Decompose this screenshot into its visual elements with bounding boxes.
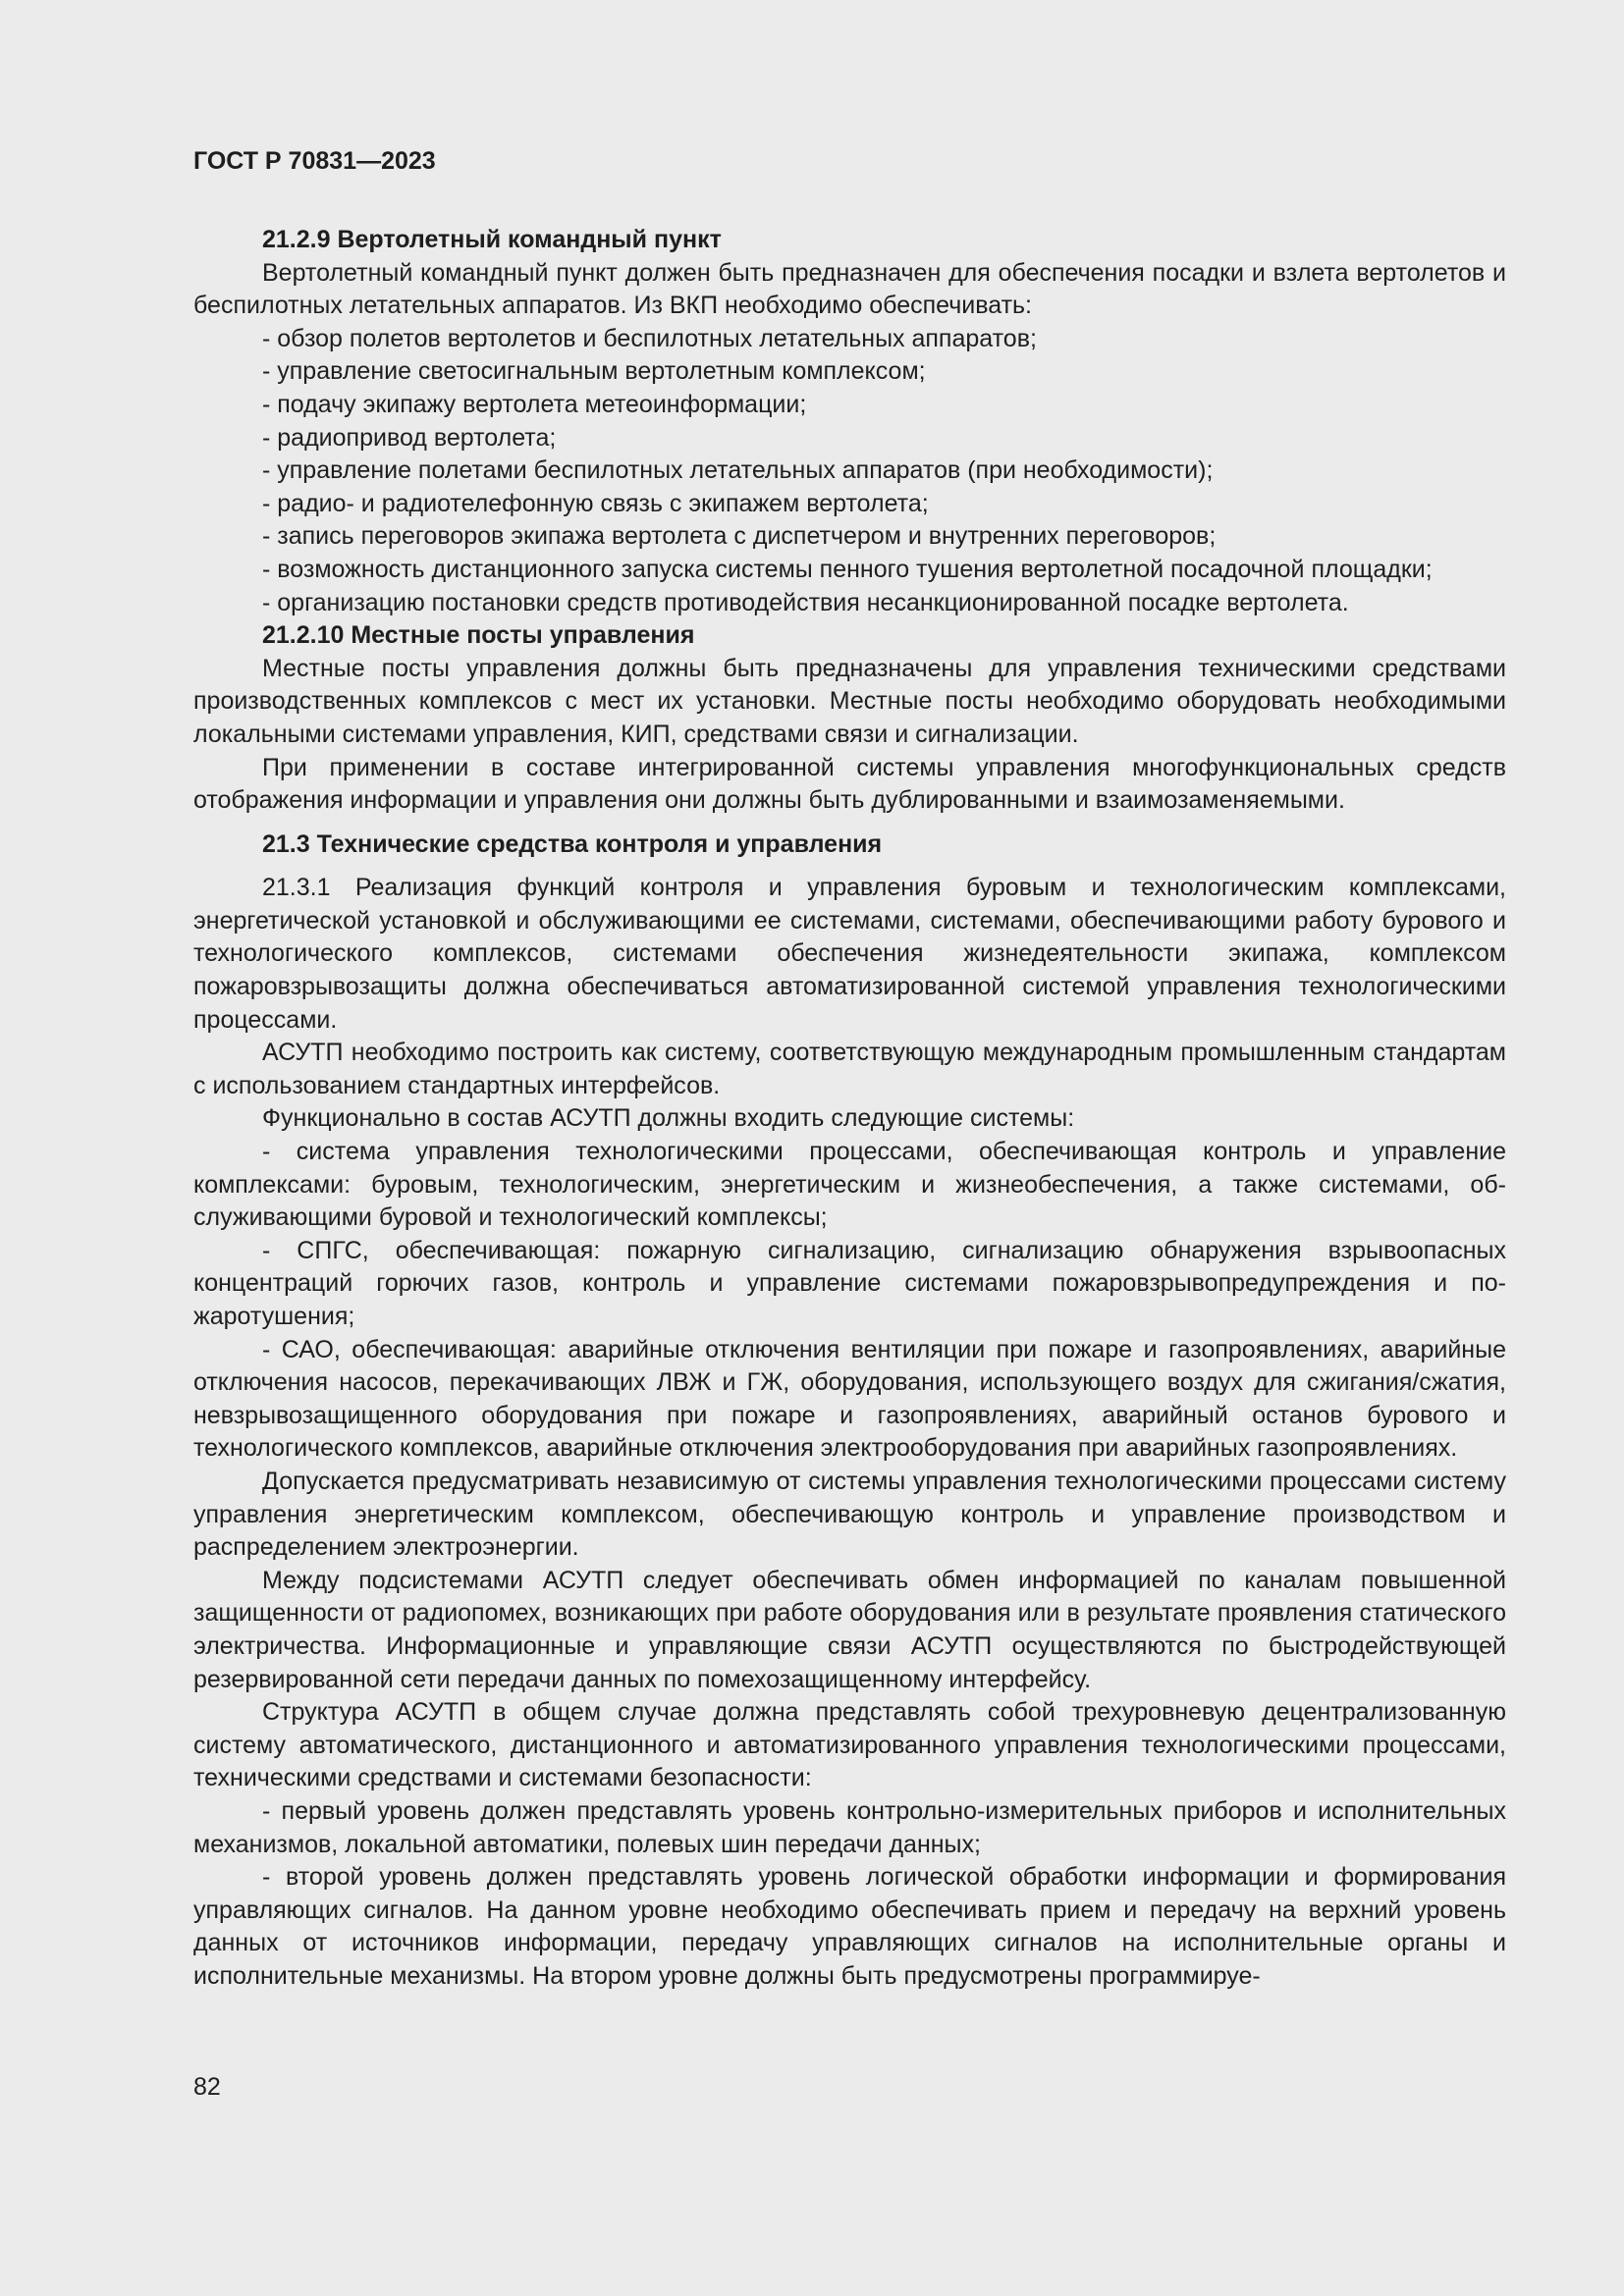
paragraph: Функционально в состав АСУТП должны входить следующие системы:	[262, 1104, 1075, 1133]
section-heading: 21.3 Технические средства контроля и управления	[262, 829, 883, 858]
list-item: - управление светосигнальным вертолетным комплексом;	[262, 357, 926, 386]
page-number: 82	[193, 2073, 221, 2101]
paragraph: 21.3.1 Реализация функций контроля и управления буровым и технологическим комплексами, энергетической установкой и обслуживающими ее системами, системами, обеспечивающими работу бурового и технологического комплексов, системами обеспечения жизнедеятельности экипажа, комплексом пожаровзрывозащиты должна обеспечиваться автоматизированной системой управления технологическими процессами.	[193, 874, 1506, 1034]
paragraph: Структура АСУТП в общем случае должна представлять собой трехуровневую децентрализованную систему автоматического, дистанционного и автоматизированного управления технологическими процессами, техническими средствами и системами безопасности:	[193, 1698, 1506, 1792]
list-item: - организацию постановки средств противодействия несанкционированной посадке вертолета.	[262, 588, 1349, 616]
paragraph: При применении в составе интегрированной системы управления многофункциональных средств отображения информации и управления они должны быть дублированными и взаимозаменяемыми.	[193, 753, 1506, 815]
list-item: - первый уровень должен представлять уровень контрольно-измерительных приборов и исполнительных механизмов, локальной автоматики, полевых шин передачи данных;	[193, 1796, 1506, 1858]
list-item: - возможность дистанционного запуска системы пенного тушения вертолетной посадочной площадки;	[262, 555, 1433, 583]
paragraph: Допускается предусматривать независимую от системы управления технологическими процессами систему управления энергетическим комплексом, обеспечивающую контроль и управление производством и распределением электроэнергии.	[193, 1467, 1506, 1562]
document-body	[193, 224, 1506, 1993]
section-heading: 21.2.10 Местные посты управления	[262, 621, 695, 650]
paragraph: Между подсистемами АСУТП следует обеспечивать обмен информацией по каналам повышенной защищенности от радиопомех, возникающих при работе оборудования или в результате проявления статического электричества. Информационные и управляющие связи АСУТП осуществляются по быстродействующей резервированной сети передачи данных по помехозащищенному интерфейсу.	[193, 1566, 1506, 1693]
list-item: - обзор полетов вертолетов и беспилотных летательных аппаратов;	[262, 324, 1037, 352]
list-item: - радиопривод вертолета;	[262, 423, 557, 452]
list-item: - САО, обеспечивающая: аварийные отключения вентиляции при пожаре и газопроявлениях, аварийные отключения насосов, перекачивающих ЛВЖ и ГЖ, оборудования, использующего воздух для сжигания/сжатия, невзрывозащищенного оборудования при пожаре и газопроявлениях, аварийный останов бурового и технологического комплексов, аварийные отключения электрооборудования при аварийных газопроявлениях.	[193, 1335, 1506, 1463]
list-item: - второй уровень должен представлять уровень логической обработки информации и формирования управляющих сигналов. На данном уровне необходимо обеспечивать прием и передачу на верхний уровень данных от источников информации, передачу управляющих сигналов на исполнительные органы и исполнительные механизмы. На втором уровне должны быть предусмотрены программируе-	[193, 1863, 1506, 1990]
section-heading: 21.2.9 Вертолетный командный пункт	[262, 226, 722, 253]
list-item: - управление полетами беспилотных летательных аппаратов (при необходимости);	[262, 456, 1214, 485]
list-item: - радио- и радиотелефонную связь с экипажем вертолета;	[262, 489, 929, 517]
paragraph: Местные посты управления должны быть предназначены для управления техническими средствами производственных комплексов с мест их установки. Местные посты необходимо оборудовать необходимыми локальными системами управления, КИП, средствами связи и сигнализации.	[193, 654, 1506, 748]
list-item: - СПГС, обеспечивающая: пожарную сигнализацию, сигнализацию обнаружения взрывоопасных концентраций горючих газов, контроль и управление системами пожаровзрывопредупреждения и пожаротушения;	[193, 1236, 1506, 1330]
list-item: - запись переговоров экипажа вертолета с диспетчером и внутренних переговоров;	[262, 522, 1217, 551]
paragraph: Вертолетный командный пункт должен быть предназначен для обеспечения посадки и взлета вертолетов и беспилотных летательных аппаратов. Из ВКП необходимо обеспечивать:	[193, 258, 1506, 320]
list-item: - система управления технологическими процессами, обеспечивающая контроль и управление комплексами: буровым, технологическим, энергетическим и жизнеобеспечения, а также системами, обслуживающими буровой и технологический комплексы;	[193, 1138, 1506, 1232]
list-item: - подачу экипажу вертолета метеоинформации;	[262, 390, 807, 418]
paragraph: АСУТП необходимо построить как систему, соответствующую международным промышленным стандартам с использованием стандартных интерфейсов.	[193, 1039, 1506, 1099]
document-id-header: ГОСТ Р 70831—2023	[193, 147, 436, 175]
